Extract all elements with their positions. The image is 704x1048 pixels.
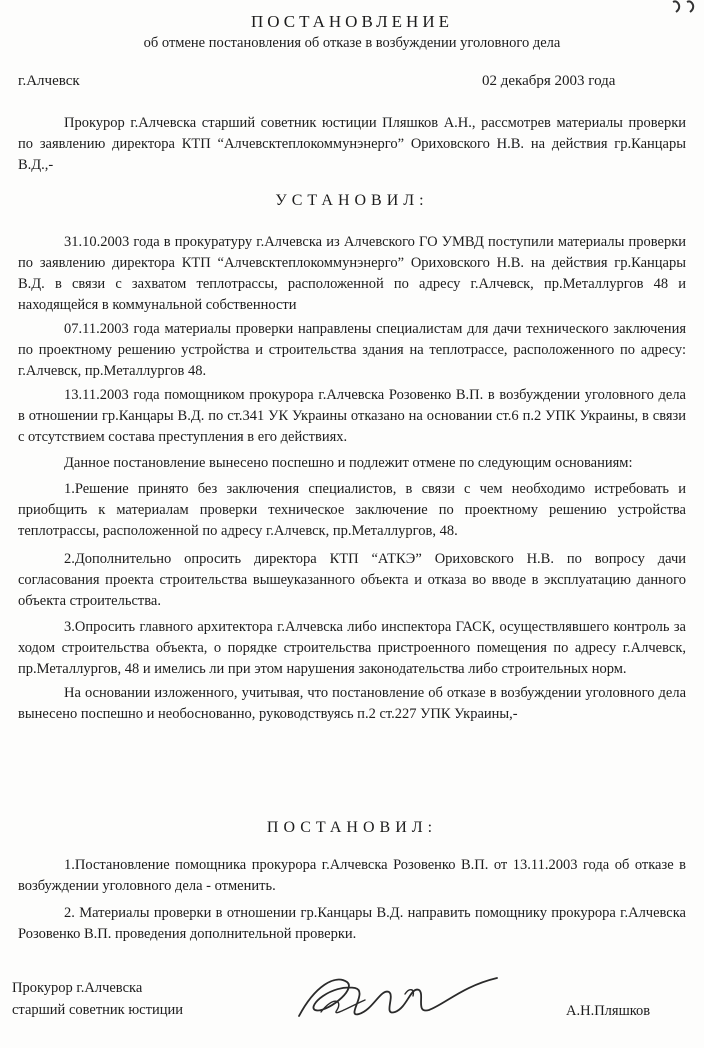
signatory-name: А.Н.Пляшков: [566, 1003, 651, 1019]
signatory-rank: старший советник юстиции: [12, 1002, 183, 1018]
established-heading: УСТАНОВИЛ:: [275, 192, 429, 209]
established-paragraph: Данное постановление вынесено поспешно и подлежит отмене по следующим основаниям:: [64, 455, 633, 471]
resolved-block: [18, 855, 686, 945]
established-paragraph: 31.10.2003 года в прокуратуру г.Алчевска из Алчевского ГО УМВД поступили материалы проверки по заявлению директора КТП “Алчевсктеплокоммунэнерго” Ориховского Н.В. на действия гр.Канцары В.Д. в связи с захватом теплотрассы, расположенной по адресу г.Алчевск, пр.Металлургов 48 и находящейся в коммунальной собственности: [18, 234, 686, 313]
handwritten-signature: [285, 966, 505, 1028]
established-paragraph: На основании изложенного, учитывая, что постановление об отказе в возбуждении уголовного дела вынесено поспешно и необоснованно, руководствуясь п.2 ст.227 УПК Украины,-: [18, 685, 686, 722]
intro-block: [18, 113, 686, 176]
established-block: [18, 232, 686, 725]
document-subtitle: об отмене постановления об отказе в возбуждении уголовного дела: [143, 35, 561, 51]
document-date: 02 декабря 2003 года: [482, 73, 616, 89]
resolved-paragraph: 1.Постановление помощника прокурора г.Алчевска Розовенко В.П. от 13.11.2003 года об отказе в возбуждении уголовного дела - отменить.: [18, 857, 686, 894]
established-paragraph: 2.Дополнительно опросить директора КТП “АТКЭ” Ориховского Н.В. по вопросу дачи согласования проекта строительства вышеуказанного объекта и отказа во вводе в эксплуатацию данного объекта строительства.: [18, 551, 686, 609]
signatory-title: Прокурор г.Алчевска: [12, 980, 143, 996]
established-paragraph: 13.11.2003 года помощником прокурора г.Алчевска Розовенко В.П. в возбуждении уголовного дела в отношении гр.Канцары В.Д. по ст.341 УК Украины отказано на основании ст.6 п.2 УПК Украины, в связи с отсутствием состава преступления в его действиях.: [18, 387, 686, 445]
established-paragraph: 07.11.2003 года материалы проверки направлены специалистам для дачи технического заключения по проектному решению устройства и строительства здания на теплотрассе, расположенного по адресу: г.Алчевск, пр.Металлургов 48.: [18, 321, 686, 379]
resolved-paragraph: 2. Материалы проверки в отношении гр.Канцары В.Д. направить помощнику прокурора г.Алчевска Розовенко В.П. проведения дополнительной проверки.: [18, 905, 686, 942]
document-title: ПОСТАНОВЛЕНИЕ: [250, 12, 453, 31]
established-paragraph: 3.Опросить главного архитектора г.Алчевска либо инспектора ГАСК, осуществлявшего контроль за ходом строительства объекта, о порядке строительства пристроенного помещения по адресу г.Алчевск, пр.Металлургов, 48 и имелись ли при этом нарушения законодательства либо строительных норм.: [18, 619, 686, 677]
resolved-heading: ПОСТАНОВИЛ:: [266, 819, 438, 836]
established-paragraph: 1.Решение принято без заключения специалистов, в связи с чем необходимо истребовать и приобщить к материалам проверки техническое заключение по проектному решению устройства теплотрассы, расположенной по адресу г.Алчевск, пр.Металлургов, 48.: [18, 481, 686, 539]
signatory-block: [12, 977, 183, 1021]
intro-paragraph: Прокурор г.Алчевска старший советник юстиции Пляшков А.Н., рассмотрев материалы проверки по заявлению директора КТП “Алчевсктеплокоммунэнерго” Ориховского Н.В. на действия гр.Канцары В.Д.,-: [18, 115, 686, 173]
document-city: г.Алчевск: [18, 73, 80, 89]
